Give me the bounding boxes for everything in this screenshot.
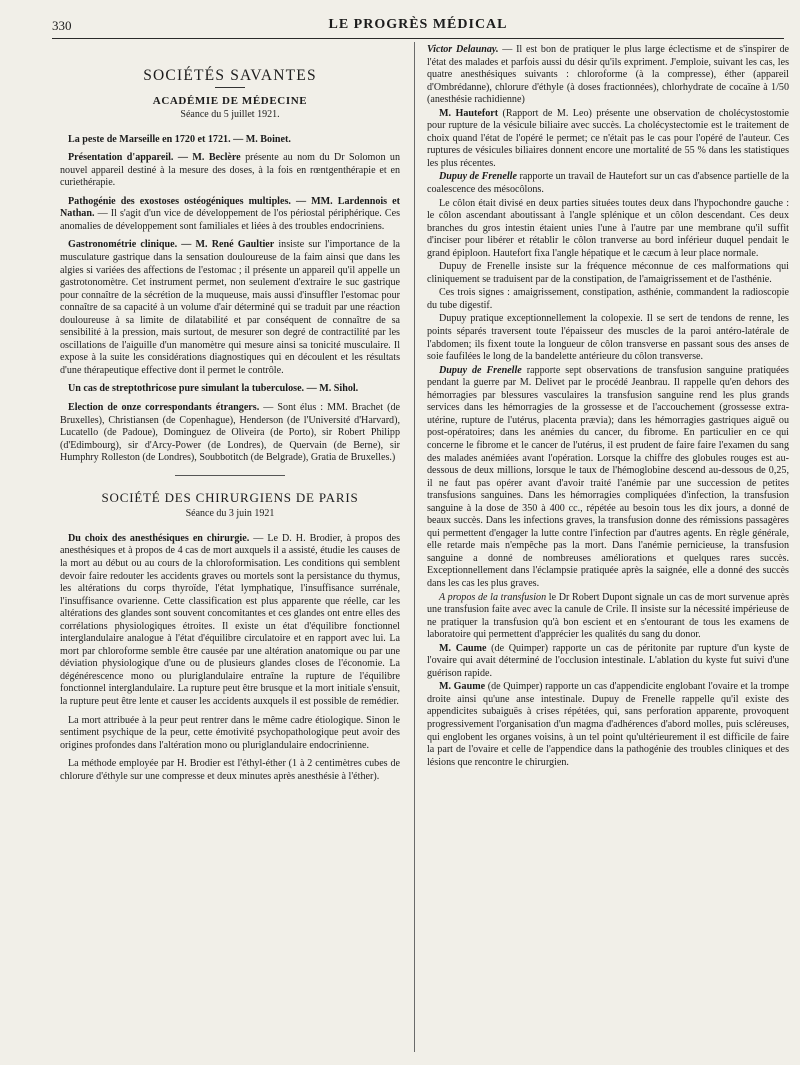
article-item: Dupuy de Frenelle rapporte un travail de Hautefort sur un cas d'absence partielle de la coalescence des mésocôlons. bbox=[427, 171, 789, 196]
society-name: ACADÉMIE DE MÉDECINE bbox=[152, 94, 308, 107]
article-item: Un cas de streptothricose pure simulant la tuberculose. — M. Sihol. bbox=[68, 383, 359, 395]
article-item: Du choix des anesthésiques en chirurgie. — Le D. H. Brodier, à propos des anesthésiques et à propos de 4 cas de mort auxquels il a assisté, étudie les causes de la mort au début ou au cours de la chloroformisation. Les conditions qui semblent devoir faire redouter les accidents graves ou mortels sont la persistance du thymus, les altérations du corps thyroïde, l'état lymphatique, l'insuffisance surrénale, l'insuffisance ovarienne. Cette classification est plus apparente que réelle, car les altérations des glandes sont souvent concomitantes et ces glandes ont entre elles des corrélations physiologiques étroites. Il existe un état d'équilibre fonctionnel interglandulaire analogue à l'état d'équilibre circulatoire et en rapport avec lui. La mort par chloroforme semble être causée par une altération anatomique ou par une déviation physiologique d'une ou de plusieurs glandes closes de l'économie. La dégénérescence mono ou pluriglandulaire entraîne la rupture de l'équilibre fonctionnel interglandulaire. La rupture peut être brusque et la mort initiale s'ensuit, la rupture peut être lente et causer les accidents auxquels il est possible de remédier. bbox=[60, 532, 400, 707]
article-item: Victor Delaunay. — Il est bon de pratiquer le plus large éclectisme et de s'inspirer de l'état des malades et parfois aussi du désir qu'ils expriment. J'emploie, suivant les cas, les quatre anesthésiques suivants : chloroforme (à la compresse), éther (appareil d'Ombrédanne), chlorure d'éthyle (à doses fractionnées), chlorhydrate de cocaïne à 1/50 (anesthésie rachidienne) bbox=[427, 44, 789, 106]
article-item: Le côlon était divisé en deux parties situées toutes deux dans l'hypochondre gauche : le côlon ascendant aboutissant à l'angle splénique et un côlon descendant. Ces deux branches du gros intestin étaient unies l'une à l'autre par une membrane qu'il suffit d'inciser pour libérer et rétablir le côlon tranverse au bord inférieur duquel pendait le grand épiploon. Hautefort fixa l'angle hépatique et le cæcum à leur place normale. bbox=[427, 197, 789, 259]
session-date: Séance du 5 juillet 1921. bbox=[180, 109, 280, 121]
article-item: Pathogénie des exostoses ostéogéniques multiples. — MM. Lardennois et Nathan. — Il s'agit d'un vice de développement de l'os périostal périphérique. Ces anomalies de développement sont familiales et liées à des troubles endocriniens. bbox=[60, 195, 400, 232]
section-title: SOCIÉTÉ DES CHIRURGIENS DE PARIS bbox=[101, 489, 359, 505]
journal-title: LE PROGRÈS MÉDICAL bbox=[328, 17, 508, 32]
article-item: A propos de la transfusion le Dr Robert Dupont signale un cas de mort survenue après une transfusion faite avec avec la canule de Crile. Il insiste sur la nécessité impérieuse de ne pratiquer la transfusion qu'à bon escient et en s'entourant de tous les examens de laboratoire qui permettent d'apprécier les qualités du sang du donor. bbox=[427, 591, 790, 641]
article-item: Election de onze correspondants étrangers. — Sont élus : MM. Brachet (de Bruxelles), Christiansen (de Copenhague), Henderson (de l'Université d'Harvard), Lucatello (de Padoue), Dominguez de Oliveira (de Porto), sir Robert Philipp (d'Edimbourg), sir d'Arcy-Power (de Londres), de Quervain (de Berne), sir Humphry Rolleston (de Londres), Soubbotitch (de Belgrade), Gratia de Bruxelles.) bbox=[60, 402, 400, 464]
article-item: Ces trois signes : amaigrissement, constipation, asthénie, commandent la radioscopie du tube digestif. bbox=[427, 287, 789, 311]
page-number: 330 bbox=[52, 18, 72, 33]
article-item: Gastronométrie clinique. — M. René Gaultier insiste sur l'importance de la musculature gastrique dans la sensation douloureuse de la faim ainsi que dans les algies si variées des affections de l'estomac ; il présente un appareil qu'il appelle un gastrotonomètre. Cet instrument permet, non seulement d'extraire le suc gastrique pour connaître de la sécrétion de la muqueuse, mais aussi d'insuffler l'estomac pour connaître de sa capacité à un volume d'air déterminé qui se traduit par une réaction douloureuse à sa limite de dilatabilité et par conséquent de connaître de sa sensibilité à la pression, mais surtout, de mesurer son degré de contractilité par les oscillations de l'aiguille d'un manomètre qui mesure ainsi sa tonicité musculaire. Il expose à la suite les considérations diagnostiques qui en découlent et les résultats d'une thérapeutique effective dont il permet le contrôle. bbox=[60, 239, 401, 376]
column-divider bbox=[414, 42, 415, 1052]
article-item: Présentation d'appareil. — M. Beclère présente au nom du Dr Solomon un nouvel appareil destiné à la mesure des doses, à la fois en rœntgenthérapie et en curiethérapie. bbox=[60, 152, 401, 189]
article-item: Dupuy de Frenelle insiste sur la fréquence méconnue de ces malformations qui cliniquement se traduisent par de la constipation, de l'amaigrissement et de l'asthénie. bbox=[427, 261, 789, 285]
right-column bbox=[427, 44, 789, 770]
article-item: M. Gaume (de Quimper) rapporte un cas d'appendicite englobant l'ovaire et la trompe droite ainsi qu'une anse intestinale. Dupuy de Frenelle rappelle qu'il existe des appendicites subaiguës à crises répétées, qui, sans perforation apparente, provoquent progressivement l'organisation d'un magma d'adhérences d'abord molles, puis scléreuses, qui englobent les organes voisins, à un tel point qu'ultérieurement il est difficile de faire la part de l'ovaire et celle de l'appendice dans la pathogénie des troubles cliniques et des lésions que rencontre le chirurgien. bbox=[427, 681, 789, 768]
article-item: M. Caume (de Quimper) rapporte un cas de péritonite par rupture d'un kyste de l'ovaire qui avait déterminé de l'occlusion intestinale. L'ablation du kyste fut suivi d'une guérison rapide. bbox=[427, 642, 789, 679]
article-item: Dupuy de Frenelle rapporte sept observations de transfusion sanguine pratiquées pendant la guerre par M. Delivet par le procédé Jeanbrau. Il rappelle qu'en dehors des hémorragies par blessures vasculaires la transfusion sanguine rend les plus grands services dans les hémorragies de la grossesse et de l'accouchement (grossesse extra-utérine, rupture de l'utérus, placenta prævia); dans les hémorragies gastriques aiguë ou post-opératoires; dans les anémies du cancer, du fibrome. En particulier en ce qui concerne le fibrome et le cancer de l'utérus, il est prudent de faire faire l'examen du sang des malades anémiées avant l'opération. Lorsque la chiffre des globules rouges est au-dessous de deux millions, lorsque le taux de l'hémoglobine descend au-dessous de 0,25, il ne faut pas opérer avant d'avoir traité l'anémie par une succession de petites transfusions sanguines. Dans les hémorragies compliquées d'infection, la transfusion sanguine à la dose de 350 à 400 cc., répétée au besoin tous les dix jours, a donné de beaux succès. Dans les infections graves, la transfusion donne des rémissions passagères qui permettent d'engager la lutte contre l'infection par d'autres agents. En règle générale, elle retarde mais n'empêche pas la mort. Dans l'anémie pernicieuse, la transfusion sanguine a donné de nombreuses améliorations et quelques rares succès. Exceptionnellement dans l'éclampsie pratiquée après la saignée, elle a donné des succès dans les cas les plus graves. bbox=[427, 364, 789, 589]
title-rule bbox=[215, 87, 245, 88]
article-item: La mort attribuée à la peur peut rentrer dans le même cadre étiologique. Sinon le sentiment psychique de la peur, cette émotivité psychopathologique peut avoir des origines profondes dans l'altération mono ou pluriglandulaire endocrinienne. bbox=[60, 714, 400, 751]
article-item: M. Hautefort (Rapport de M. Leo) présente une observation de cholécystostomie pour rupture de la vésicule biliaire avec succès. La cholécystectomie est le traitement de choix quand l'état de l'opéré le permet; ce n'était pas le cas pour l'opéré de l'auteur. Ces ruptures de vésicules biliaires donnent encore une mortalité de 55 % dans les statistiques les plus récentes. bbox=[427, 107, 789, 169]
page-header bbox=[52, 14, 784, 39]
article-item: La peste de Marseille en 1720 et 1721. — M. Boinet. bbox=[68, 133, 291, 145]
section-rule bbox=[175, 475, 285, 476]
left-column bbox=[60, 44, 400, 789]
session-date: Séance du 3 juin 1921 bbox=[185, 508, 275, 520]
section-title: SOCIÉTÉS SAVANTES bbox=[143, 67, 317, 84]
article-item: La méthode employée par H. Brodier est l'éthyl-éther (1 à 2 centimètres cubes de chlorure d'éthyle sur une compresse et deux minutes après anesthésie à l'éther). bbox=[60, 758, 400, 782]
article-item: Dupuy pratique exceptionnellement la colopexie. Il se sert de tendons de renne, les points séparés traversent toute l'épaisseur des muscles de la paroi antéro-latérale de l'abdomen; ils fixent toute la longueur de côlon transverse en passant sous des anses de soie faufilées le long de la bandelette antérieure du côlon transverse. bbox=[427, 313, 789, 363]
